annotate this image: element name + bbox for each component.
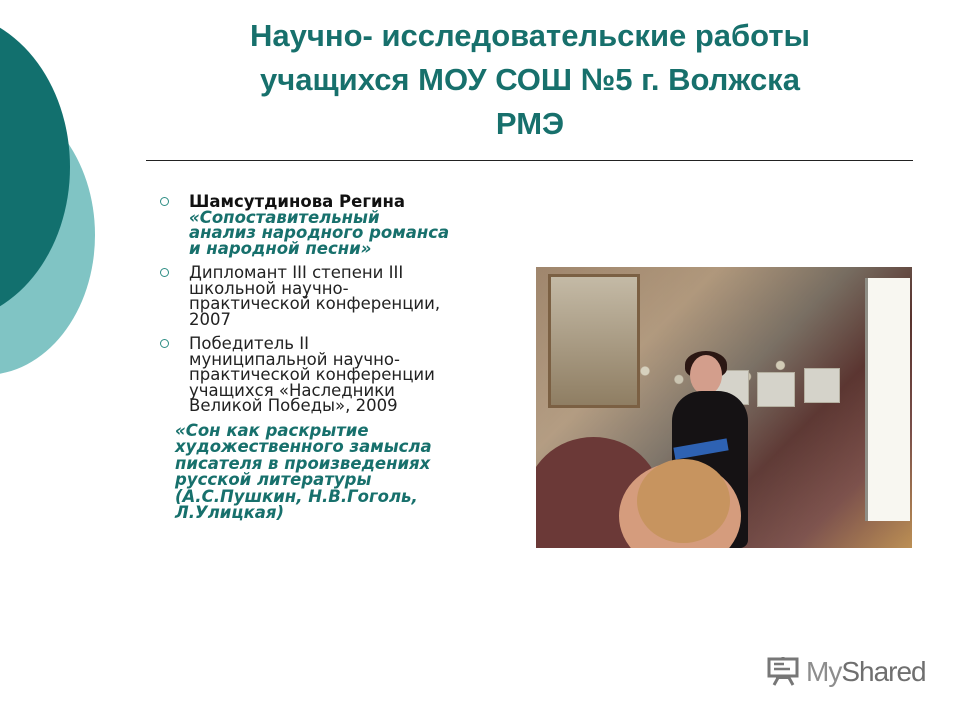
watermark-shared: Shared <box>841 656 926 687</box>
slide-title <box>150 14 910 146</box>
topic-line-5: (А.С.Пушкин, Н.В.Гоголь, <box>175 486 418 506</box>
diploma-line-4: 2007 <box>189 309 231 329</box>
research-title-line-1: «Сопоставительный <box>189 207 380 227</box>
bullet-author <box>160 194 515 256</box>
topic-line-6: Л.Улицкая) <box>175 503 285 522</box>
bullet-circle-icon <box>160 197 169 206</box>
classroom-photo <box>536 267 912 548</box>
topic-line-2: художественного замысла <box>175 437 432 456</box>
slide-content <box>160 194 515 521</box>
winner-line-2: муниципальной научно- <box>189 349 400 369</box>
watermark-text <box>806 657 926 687</box>
bullet-circle-icon <box>160 268 169 277</box>
diploma-line-2: школьной научно- <box>189 278 349 298</box>
presenter-head <box>690 355 722 395</box>
research-title-line-3: и народной песни» <box>189 238 372 258</box>
author-name: Шамсутдинова Регина <box>189 192 406 211</box>
title-divider <box>146 160 913 161</box>
wall-paper-3 <box>804 368 840 403</box>
audience-hair <box>637 459 730 543</box>
bullet-diploma <box>160 265 515 327</box>
winner-line-5: Великой Победы», 2009 <box>189 396 398 415</box>
winner-line-1: Победитель II <box>189 334 309 353</box>
topic-line-1: «Сон как раскрытие <box>175 420 369 440</box>
topic-line-3: писателя в произведениях <box>175 453 431 473</box>
winner-line-4: учащихся «Наследники <box>189 380 395 400</box>
title-line-2: учащихся МОУ СОШ №5 г. Волжска <box>260 62 800 97</box>
diploma-line-1: Дипломант III степени III <box>189 263 404 282</box>
research-title-line-2: анализ народного романса <box>189 223 450 242</box>
photo-window <box>548 274 640 408</box>
whiteboard <box>865 278 910 521</box>
winner-line-3: практической конференции <box>189 365 435 384</box>
wall-paper-2 <box>757 372 795 407</box>
myshared-watermark <box>763 655 928 690</box>
presentation-board-icon <box>766 655 801 687</box>
bullet-winner <box>160 336 515 414</box>
title-line-1: Научно- исследовательские работы <box>249 18 810 53</box>
topic-line-4: русской литературы <box>175 470 372 489</box>
title-line-3: РМЭ <box>495 106 565 141</box>
bullet-circle-icon <box>160 339 169 348</box>
watermark-my: My <box>806 656 842 687</box>
diploma-line-3: практической конференции, <box>189 294 441 313</box>
